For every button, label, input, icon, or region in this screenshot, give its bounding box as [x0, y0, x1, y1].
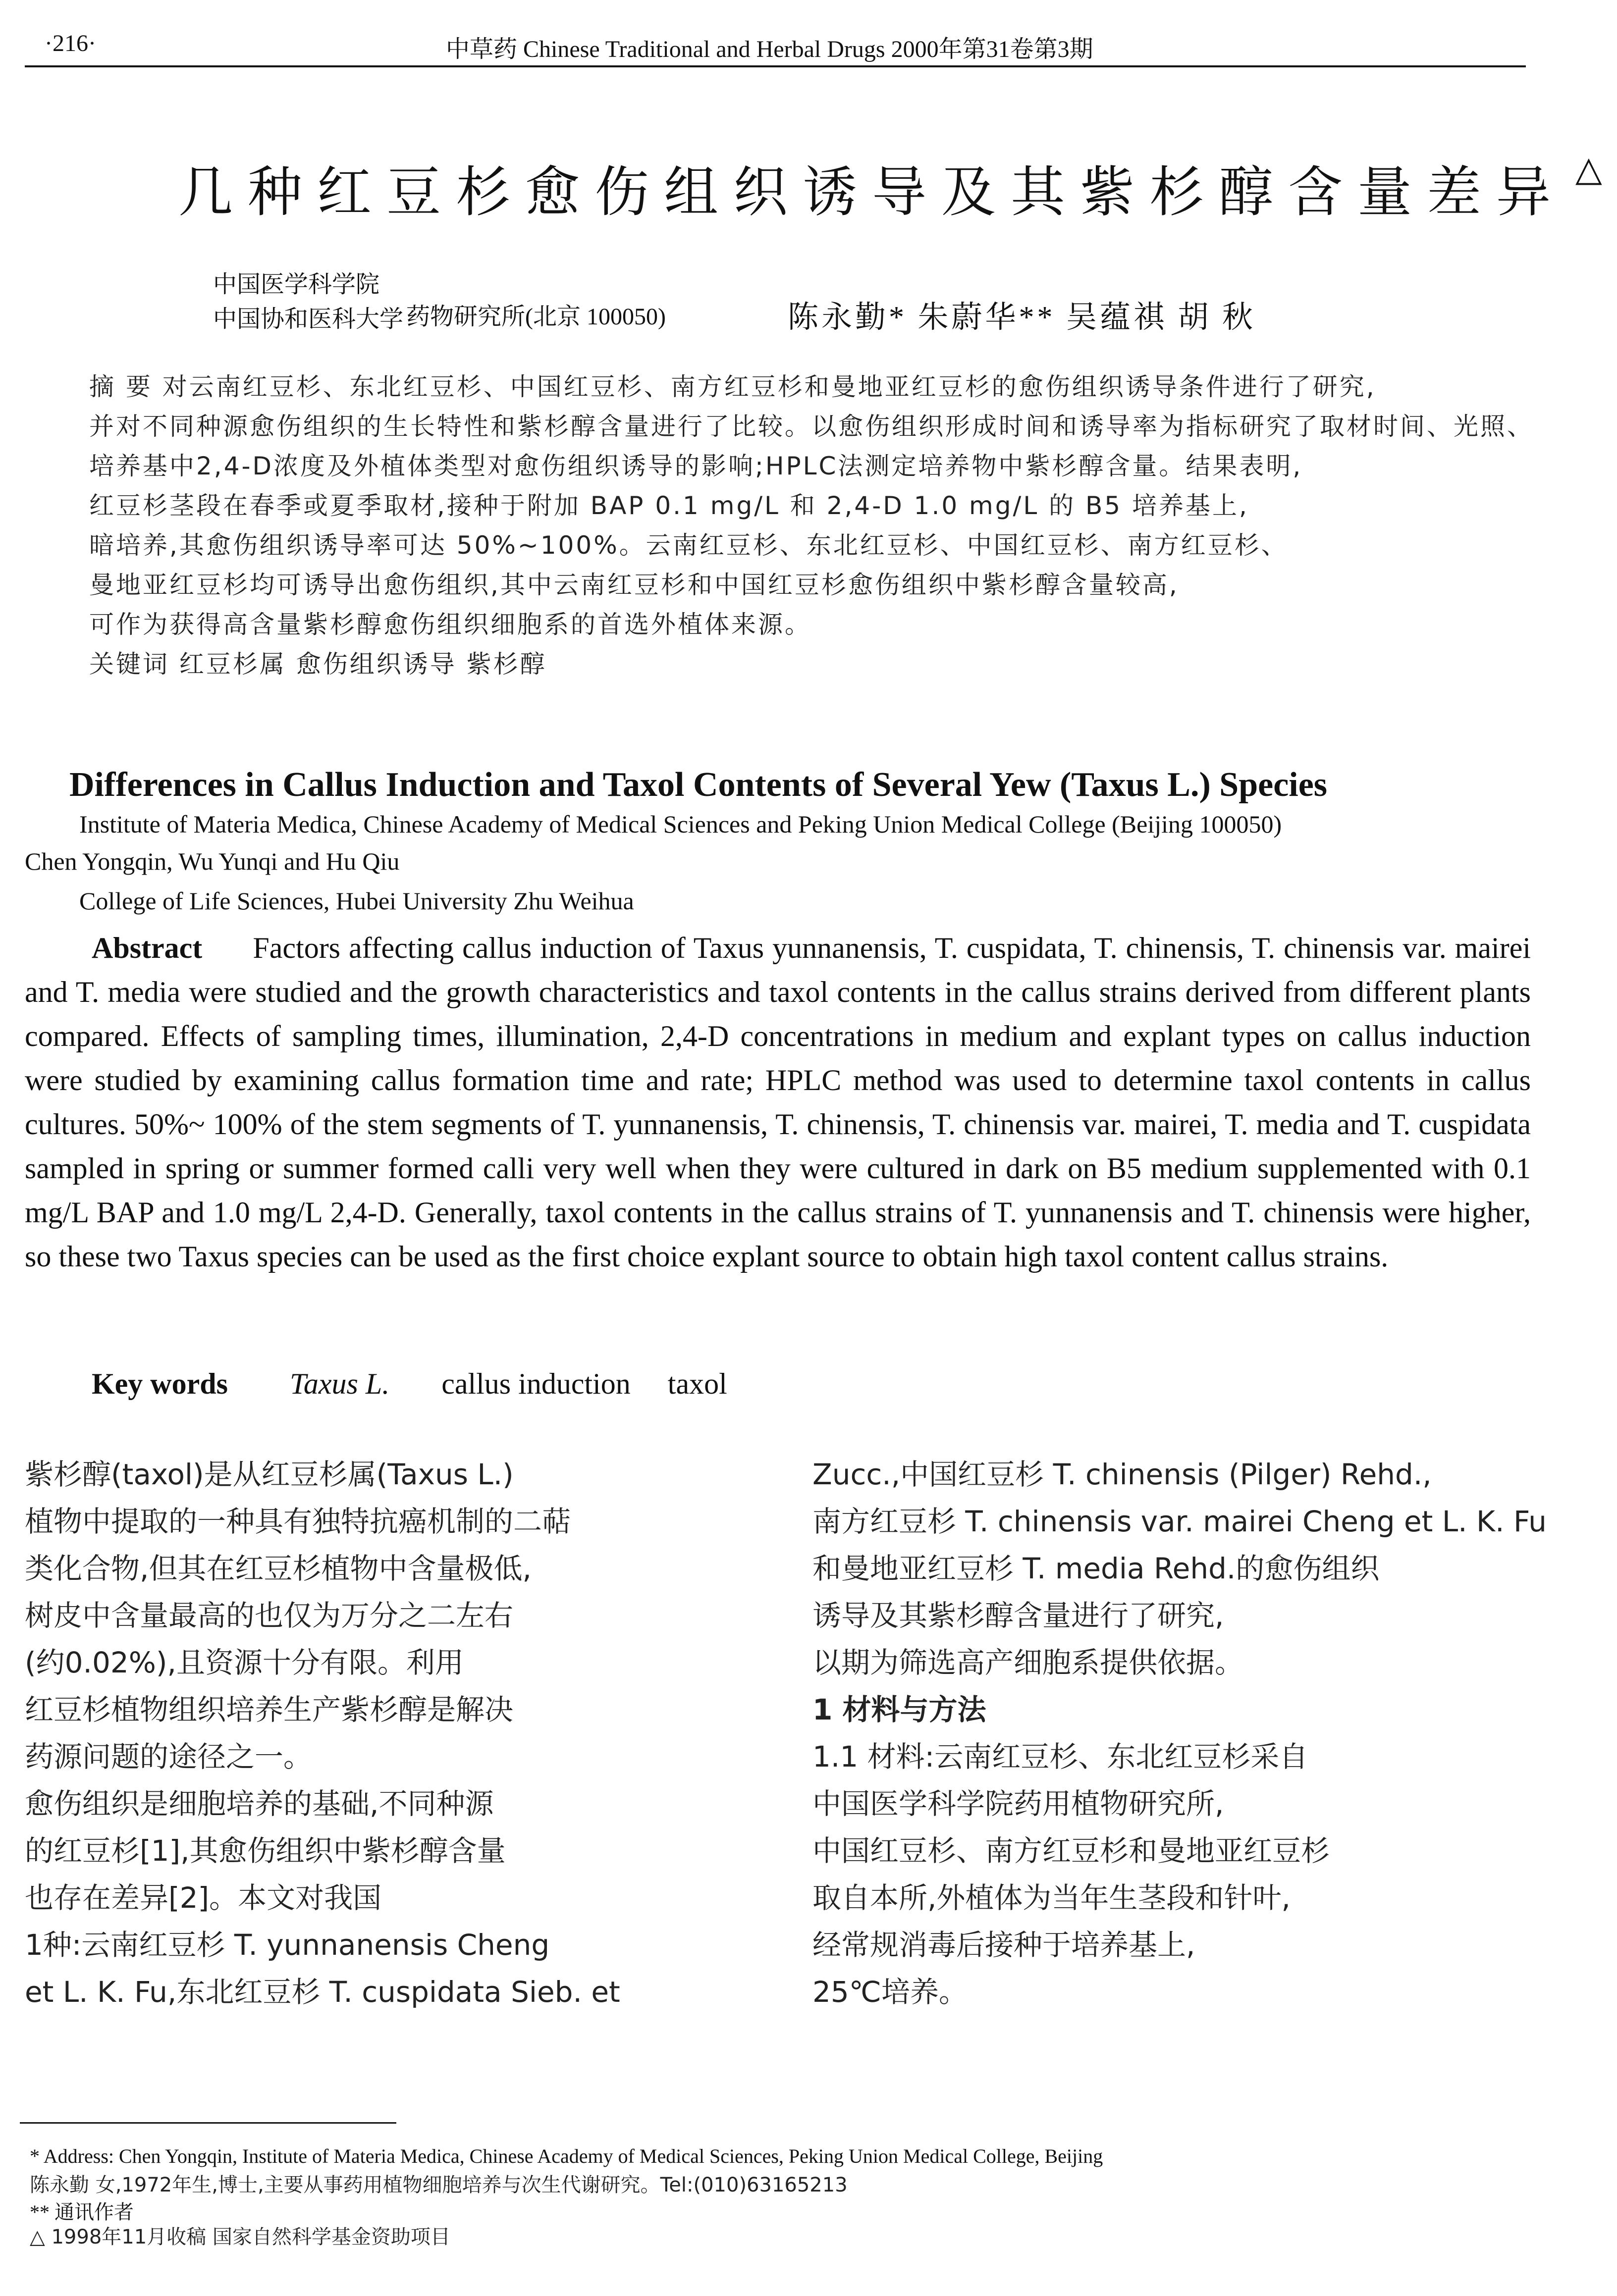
- body-line: 1.1 材料:云南红豆杉、东北红豆杉采自: [812, 1740, 1308, 1774]
- cn-aff-line-2: 中国协和医科大学: [213, 306, 404, 332]
- en-college: College of Life Sciences, Hubei University Zhu Weihua: [79, 887, 634, 915]
- body-line: 的红豆杉[1],其愈伤组织中紫杉醇含量: [25, 1834, 506, 1868]
- keyword: Taxus L.: [289, 1367, 390, 1400]
- body-line: 药源问题的途径之一。: [25, 1740, 313, 1774]
- cn-affiliation-institute: 药物研究所(北京 100050): [406, 304, 666, 330]
- header-rule: [25, 65, 1526, 67]
- cn-abstract-line: 摘 要 对云南红豆杉、东北红豆杉、中国红豆杉、南方红豆杉和曼地亚红豆杉的愈伤组织诱导条件进行了研究,: [89, 372, 1376, 401]
- journal-name: 中草药 Chinese Traditional and Herbal Drugs 2000年第31卷第3期: [446, 36, 1093, 62]
- footnote-line: 陈永勤 女,1972年生,博士,主要从事药用植物细胞培养与次生代谢研究。Tel:(010)63165213: [30, 2174, 848, 2196]
- footnote-rule: [20, 2122, 396, 2124]
- body-line: 中国红豆杉、南方红豆杉和曼地亚红豆杉: [812, 1834, 1330, 1868]
- body-line: 取自本所,外植体为当年生茎段和针叶,: [812, 1881, 1291, 1915]
- cn-abstract-line: 可作为获得高含量紫杉醇愈伤组织细胞系的首选外植体来源。: [89, 610, 811, 639]
- keywords-label: Key words: [92, 1367, 228, 1400]
- footnote-line: ** 通讯作者: [30, 2201, 134, 2223]
- body-right-column: [812, 1451, 1547, 2016]
- body-line: 也存在差异[2]。本文对我国: [25, 1881, 382, 1915]
- body-line: 25℃培养。: [812, 1975, 968, 2009]
- footnote-line: * Address: Chen Yongqin, Institute of Materia Medica, Chinese Academy of Medical Sciences, Peking Union Medical College, Beijing: [30, 2145, 1103, 2167]
- page-number: ·216·: [45, 30, 96, 56]
- section-heading: 1 材料与方法: [812, 1693, 986, 1726]
- cn-abstract-line: 红豆杉茎段在春季或夏季取材,接种于附加 BAP 0.1 mg/L 和 2,4-D 1.0 mg/L 的 B5 培养基上,: [89, 491, 1249, 520]
- cn-abstract-line: 培养基中2,4-D浓度及外植体类型对愈伤组织诱导的影响;HPLC法测定培养物中紫杉醇含量。结果表明,: [89, 452, 1303, 480]
- cn-authors: 陈永勤* 朱蔚华** 吴蕴祺 胡 秋: [788, 301, 1256, 334]
- body-line: et L. K. Fu,东北红豆杉 T. cuspidata Sieb. et: [25, 1975, 620, 2009]
- keyword: callus induction: [441, 1367, 631, 1400]
- body-line: 以期为筛选高产细胞系提供依据。: [812, 1646, 1244, 1679]
- body-line: 愈伤组织是细胞培养的基础,不同种源: [25, 1787, 494, 1821]
- english-keywords: [92, 1367, 727, 1401]
- body-line: 类化合物,但其在红豆杉植物中含量极低,: [25, 1552, 532, 1585]
- body-line: 南方红豆杉 T. chinensis var. mairei Cheng et L. K. Fu: [812, 1505, 1547, 1538]
- cn-aff-line-1: 中国医学科学院: [213, 271, 380, 298]
- chinese-title: [178, 149, 1617, 227]
- english-abstract: [25, 926, 1531, 1279]
- body-line: 和曼地亚红豆杉 T. media Rehd.的愈伤组织: [812, 1552, 1380, 1585]
- en-institute: Institute of Materia Medica, Chinese Academy of Medical Sciences and Peking Union Medical College (Beijing 100050): [79, 810, 1282, 838]
- body-line: 1种:云南红豆杉 T. yunnanensis Cheng: [25, 1928, 550, 1962]
- triangle-footnote-icon: △: [1575, 151, 1617, 189]
- cn-abstract-line: 曼地亚红豆杉均可诱导出愈伤组织,其中云南红豆杉和中国红豆杉愈伤组织中紫杉醇含量较高,: [89, 571, 1179, 599]
- body-line: 紫杉醇(taxol)是从红豆杉属(Taxus L.): [25, 1458, 514, 1491]
- cn-keywords-line: 关键词 红豆杉属 愈伤组织诱导 紫杉醇: [89, 650, 547, 678]
- cn-abstract-line: 并对不同种源愈伤组织的生长特性和紫杉醇含量进行了比较。以愈伤组织形成时间和诱导率为指标研究了取材时间、光照、: [89, 412, 1534, 441]
- body-line: 树皮中含量最高的也仅为万分之二左右: [25, 1599, 514, 1632]
- body-line: Zucc.,中国红豆杉 T. chinensis (Pilger) Rehd.,: [812, 1458, 1432, 1491]
- body-line: 中国医学科学院药用植物研究所,: [812, 1787, 1224, 1821]
- body-line: 经常规消毒后接种于培养基上,: [812, 1928, 1195, 1962]
- footnote-line: △ 1998年11月收稿 国家自然科学基金资助项目: [30, 2226, 450, 2248]
- abstract-label: Abstract: [92, 932, 203, 964]
- running-header: [25, 26, 1526, 65]
- abstract-text: Factors affecting callus induction of Taxus yunnanensis, T. cuspidata, T. chinensis, T. chinensis var. mairei and T. media were studied and the growth characteristics and taxol contents in the callus strains derived from different plants compared. Effects of sampling times, illumination, 2,4-D concentrations in medium and explant types on callus induction were studied by examining callus formation time and rate; HPLC method was used to determine taxol contents in callus cultures. 50%~ 100% of the stem segments of T. yunnanensis, T. chinensis, T. chinensis var. mairei, T. media and T. cuspidata sampled in spring or summer formed calli very well when they were cultured in dark on B5 medium supplemented with 0.1 mg/L BAP and 1.0 mg/L 2,4-D. Generally, taxol contents in the callus strains of T. yunnanensis and T. chinensis were higher, so these two Taxus species can be used as the first choice explant source to obtain high taxol content callus strains.: [25, 932, 1531, 1273]
- body-line: (约0.02%),且资源十分有限。利用: [25, 1646, 464, 1679]
- body-left-column: [25, 1451, 758, 2016]
- chinese-title-text: 几种红豆杉愈伤组织诱导及其紫杉醇含量差异: [178, 162, 1565, 223]
- cn-affiliation-left: [213, 267, 403, 337]
- keyword: taxol: [667, 1367, 727, 1400]
- body-line: 植物中提取的一种具有独特抗癌机制的二萜: [25, 1505, 571, 1538]
- en-authors: Chen Yongqin, Wu Yunqi and Hu Qiu: [25, 847, 400, 875]
- body-line: 红豆杉植物组织培养生产紫杉醇是解决: [25, 1693, 514, 1726]
- body-line: 诱导及其紫杉醇含量进行了研究,: [812, 1599, 1224, 1632]
- english-title: Differences in Callus Induction and Taxol Contents of Several Yew (Taxus L.) Species: [69, 766, 1328, 804]
- cn-abstract-line: 暗培养,其愈伤组织诱导率可达 50%~100%。云南红豆杉、东北红豆杉、中国红豆杉、南方红豆杉、: [89, 531, 1288, 560]
